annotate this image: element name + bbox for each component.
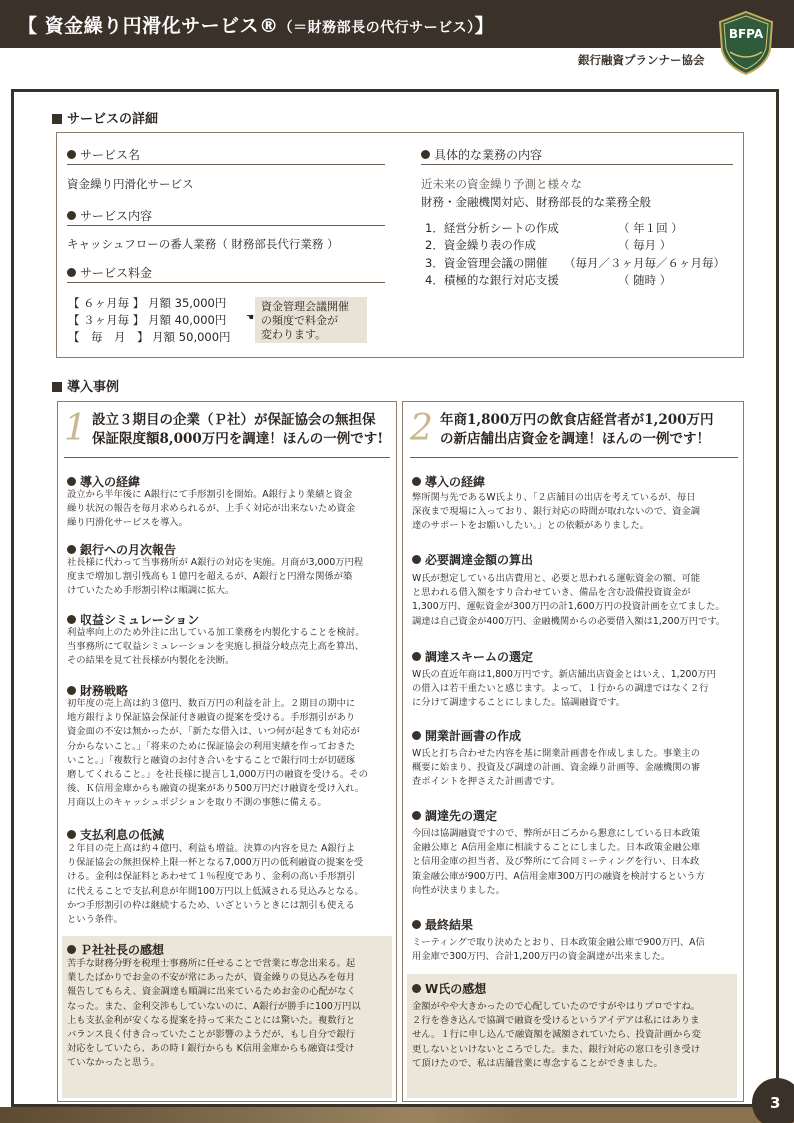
section-heading-cases: 導入事例	[52, 376, 119, 395]
case-2-section-heading: 調達スキームの選定	[412, 648, 533, 665]
service-name-value: 資金繰り円滑化サービス	[67, 177, 194, 191]
case-2-title: 年商1,800万円の飲食店経営者が1,200万円 の新店舗出店資金を調達！ほんの一例です！	[440, 412, 714, 447]
tasks-intro: 財務・金融機関対応、財務部長的な業務全般	[421, 195, 651, 209]
task-item: 2．資金繰り表の作成	[425, 238, 536, 252]
case-1-section-text: ２年目の売上高は約４億円、利益も増益。決算の内容を見た A銀行よ り保証協会の無担保枠上限一杯となる7,000万円の低利融資の提案を受 ける。金利は保証料とあわせて１％程度であり、金利の高い手形割引 に代えることで支払利息が年間100万円以上低減される見込みとなる。 かつ手形割引の枠は継続するため、いざというときには割引も使える という条件。	[67, 843, 364, 926]
divider	[64, 457, 390, 458]
case-2-number: 2	[410, 408, 433, 449]
case-2-section-text: ミーティングで取り決めたとおり、日本政策金融公庫で900万円、A信 用金庫で300万円、合計1,200万円の資金調達が出来ました。	[412, 937, 705, 963]
fee-note: 資金管理会議開催 の頻度で料金が 変わります。	[255, 297, 367, 343]
page-number-badge: 3	[752, 1078, 794, 1123]
case-1-voice-text: 苦手な財務分野を税理士事務所に任せることで営業に専念出来る。起 業したばかりでお金の不安が常にあったが、資金繰りの見込みを毎月 報告してもらえ、資金調達も順調に出来ているためお金の心配がなく なった。また、金利交渉もしていないのに、A銀行が勝手に100万円以 上も支払金利が安くなる提案を持って来たことには驚いた。複数行と バランス良く付き合っていたことが影響のようだが、もし自分で銀行 対応をしていたら、あの時 I 銀行からも K信用金庫からも融資は受け ていなかったと思う。	[67, 958, 361, 1069]
page-title: 【 資金繰り円滑化サービス®（＝財務部長の代行サービス）】	[18, 15, 495, 37]
task-item: 4．積極的な銀行対応支援	[425, 273, 559, 287]
task-frequency: （毎月／３ヶ月毎／６ヶ月毎）	[564, 256, 725, 270]
case-2-section-heading: 開業計画書の作成	[412, 727, 521, 744]
case-1-section-heading: 財務戦略	[67, 682, 128, 699]
case-1-number: 1	[64, 408, 87, 449]
case-2-section-heading: 最終結果	[412, 916, 473, 933]
case-2-section-text: W氏の直近年商は1,800万円です。新店舗出店資金とはいえ、1,200万円 の借入は若干重たいと感じます。よって、１行からの調達ではなく２行 に分けて調達することにしました。協調融資です。	[412, 669, 716, 709]
case-2-section-text: 弊所関与先であるW氏より、「２店舗目の出店を考えているが、毎日 深夜まで現場に入っており、銀行対応の時間が取れないので、資金調 達のサポートをお願いしたい。」との依頼がありました。	[412, 492, 701, 532]
case-1-section-text: 初年度の売上高は約３億円、数百万円の利益を計上。２期目の期中に 地方銀行より保証協会保証付き融資の提案を受ける。手形割引があり 資金面の不安は無かったが、「新たな借入は、いつ何が起きても対応が 分からないこと。」「将来のために保証協会の利用実績を作っておきた いこと。」「複数行と融資のお付き合いをすることで銀行同士が切磋琢 磨してくれること。」を社長様に提言し1,000万円の融資を受ける。その 後、Ｋ信用金庫からも融資の提案があり500万円だけ融資を受け入れ。 月商以上のキャッシュポジションを取り不測の事態に備える。	[67, 698, 368, 809]
footer-band-gradient	[0, 1107, 520, 1123]
divider	[410, 457, 738, 458]
task-frequency: （ 毎月 ）	[618, 238, 672, 252]
case-2-section-text: 今回は協調融資ですので、弊所が日ごろから懇意にしている日本政策 金融公庫と A信用金庫に相談することにしました。日本政策金融公庫 と信用金庫の担当者、及び弊所にて合同ミーティングを行い、日本政 策金融公庫が900万円、A信用金庫300万円の融資を検討するという方 向性が決まりました。	[412, 828, 705, 896]
case-1-title: 設立３期目の企業（Ｐ社）が保証協会の無担保 保証限度額8,000万円を調達！ほんの一例です!	[92, 412, 384, 447]
case-2-section-heading: 必要調達金額の算出	[412, 551, 533, 568]
divider	[67, 282, 385, 283]
task-item: 1．経営分析シートの作成	[425, 221, 559, 235]
org-name: 銀行融資プランナー協会	[578, 53, 705, 67]
svg-text:BFPA: BFPA	[728, 27, 764, 41]
service-name-label: サービス名	[67, 146, 140, 163]
case-1-section-heading: 銀行への月次報告	[67, 541, 176, 558]
task-item: 3．資金管理会議の開催	[425, 256, 548, 270]
case-2-voice-text: 金額がやや大きかったので心配していたのですがやはりプロですね。 ２行を巻き込んで協調で融資を受けるというアイデアは私にはありま せん。１行に申し込んで融資額を減額されていたら、投資計画から変 更しないといけないところでした。また、銀行対応の窓口を引き受け て頂けたので、私は店舗営業に専念することができました。	[412, 1001, 701, 1069]
header-bar	[0, 0, 794, 48]
tasks-intro: 近未来の資金繰り予測と様々な	[421, 177, 582, 191]
divider	[67, 225, 385, 226]
case-1-section-heading: 支払利息の低減	[67, 826, 164, 843]
case-1-section-heading: 導入の経緯	[67, 473, 140, 490]
case-1-voice-heading: Ｐ社社長の感想	[67, 941, 164, 958]
service-content-label: サービス内容	[67, 207, 152, 224]
task-frequency: （ 年１回 ）	[618, 221, 683, 235]
fee-row: 【 ６ヶ月毎 】 月額 35,000円	[68, 296, 227, 310]
case-2-section-text: W氏が想定している出店費用と、必要と思われる運転資金の額、可能 と思われる借入額をすり合わせていき、備品を含む設備投資資金が 1,300万円、運転資金が300万円の計1,600万円の投資計画を立てました。 調達は自己資金が400万円、金融機関からの必要借入額は1,200万円です。	[412, 573, 726, 627]
divider	[67, 164, 385, 165]
fee-row: 【 毎 月 】 月額 50,000円	[68, 330, 231, 344]
bfpa-logo	[716, 10, 776, 76]
service-content-value: キャッシュフローの番人業務（ 財務部長代行業務 ）	[67, 237, 339, 251]
section-heading-service-detail: サービスの詳細	[52, 108, 158, 127]
pointing-hand-icon: ☚	[246, 313, 255, 323]
case-1-section-text: 社長様に代わって当事務所が A銀行の対応を実施。月商が3,000万円程 度まで増加し割引残高も１億円を超えるが、A銀行と円滑な関係が築 けていたため手形割引枠は順調に拡大。	[67, 557, 364, 597]
case-2-section-heading: 調達先の選定	[412, 807, 497, 824]
case-2-section-text: W氏と打ち合わせた内容を基に開業計画書を作成しました。事業主の 概要に始まり、投資及び調達の計画、資金繰り計画等、金融機関の審 査ポイントを押さえた計画書です。	[412, 748, 701, 788]
task-frequency: （ 随時 ）	[618, 273, 672, 287]
case-1-section-heading: 収益シミュレーション	[67, 611, 199, 628]
case-1-section-text: 利益率向上のため外注に出している加工業務を内製化することを検討。 当事務所にて収益シミュレーションを実施し損益分岐点売上高を算出、 その結果を見て社長様が内製化を決断。	[67, 627, 365, 667]
case-2-voice-heading: W氏の感想	[412, 980, 486, 997]
tasks-label: 具体的な業務の内容	[421, 146, 542, 163]
divider	[421, 164, 733, 165]
service-fee-label: サービス料金	[67, 264, 152, 281]
case-1-section-text: 設立から半年後に A銀行にて手形割引を開始。A銀行より業績と資金 繰り状況の報告を毎月求められるが、上手く対応が出来ないため資金 繰り円滑化サービスを導入。	[67, 489, 356, 529]
case-2-section-heading: 導入の経緯	[412, 473, 485, 490]
fee-row: 【 ３ヶ月毎 】 月額 40,000円	[68, 313, 227, 327]
